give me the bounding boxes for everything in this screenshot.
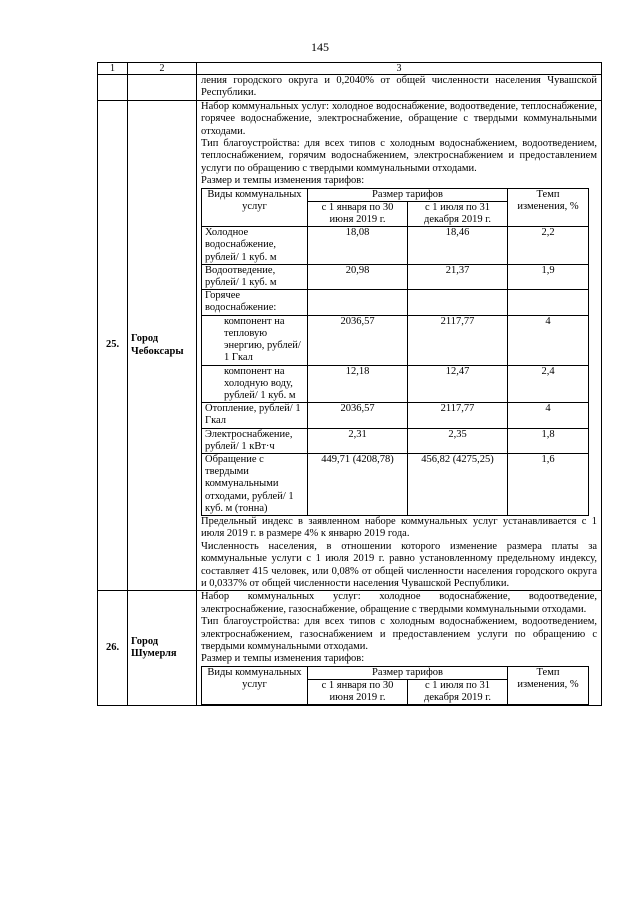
service-name: Электроснабжение, рублей/ 1 кВт·ч: [202, 428, 308, 453]
rate-value: 1,8: [508, 428, 589, 453]
table-row: [202, 227, 589, 265]
rate-column-header: Темп изменения, %: [508, 666, 589, 705]
tariff-value-period1: 12,18: [308, 365, 408, 403]
tariff-value-period2: 2117,77: [408, 403, 508, 428]
table-row: [202, 264, 589, 289]
tariff-heading: Размер и темпы изменения тарифов:: [201, 175, 365, 187]
rate-value: [508, 290, 589, 315]
rate-value: 2,2: [508, 227, 589, 265]
entry-number: 25.: [98, 100, 128, 591]
services-column-header: Виды коммунальных услуг: [202, 188, 308, 227]
service-name: Водоотведение, рублей/ 1 куб. м: [202, 264, 308, 289]
period2-header: с 1 июля по 31 декабря 2019 г.: [408, 680, 508, 705]
service-name: компонент на тепловую энергию, рублей/ 1 Гкал: [202, 315, 308, 365]
rate-value: 1,9: [508, 264, 589, 289]
tariff-value-period1: 449,71 (4208,78): [308, 453, 408, 515]
rate-value: 4: [508, 315, 589, 365]
tariff-size-header: Размер тарифов: [308, 666, 508, 679]
tariff-value-period2: 18,46: [408, 227, 508, 265]
table-row: [202, 315, 589, 365]
tariff-value-period2: 2,35: [408, 428, 508, 453]
tariff-document-table: [97, 62, 602, 706]
tariff-value-period1: 20,98: [308, 264, 408, 289]
table-row: [202, 290, 589, 315]
services-column-header: Виды коммунальных услуг: [202, 666, 308, 705]
entry-number: 26.: [98, 591, 128, 706]
rate-value: 1,6: [508, 453, 589, 515]
service-name: Горячее водоснабжение:: [202, 290, 308, 315]
population-text: Численность населения, в отношении которого изменение размера платы за коммунальные услуги с 1 июля 2019 г. равно установленному предельному индексу, составляет 415 человек, или 0,08% от общей численности населения городского округа и 0,0337% от общей численности населения Чувашской Республики.: [201, 540, 597, 589]
tariff-value-period1: 2,31: [308, 428, 408, 453]
tariff-value-period1: 18,08: [308, 227, 408, 265]
column-number-2: 2: [128, 63, 197, 75]
tariff-value-period2: 2117,77: [408, 315, 508, 365]
service-name: компонент на холодную воду, рублей/ 1 куб. м: [202, 365, 308, 403]
table-row: [202, 403, 589, 428]
column-number-row: [98, 63, 602, 75]
period2-header: с 1 июля по 31 декабря 2019 г.: [408, 201, 508, 226]
period1-header: с 1 января по 30 июня 2019 г.: [308, 680, 408, 705]
column-number-3: 3: [197, 63, 602, 75]
tariff-table: [201, 666, 589, 706]
service-name: Отопление, рублей/ 1 Гкал: [202, 403, 308, 428]
tariff-value-period1: 2036,57: [308, 315, 408, 365]
tariff-value-period2: 456,82 (4275,25): [408, 453, 508, 515]
tariff-value-period1: 2036,57: [308, 403, 408, 428]
tariff-size-header: Размер тарифов: [308, 188, 508, 201]
table-row: [202, 365, 589, 403]
entry-row-25: [98, 100, 602, 591]
page-number: 145: [311, 40, 329, 54]
improvement-type-text: Тип благоустройства: для всех типов с холодным водоснабжением, водоотведением, теплоснабжением, горячим водоснабжением, электроснабжением и предоставлением услуги по обращению с твердыми коммунальными отходами.: [201, 138, 597, 174]
continuation-text: ления городского округа и 0,2040% от общей численности населения Чувашской Республики.: [201, 75, 597, 99]
tariff-value-period2: [408, 290, 508, 315]
period1-header: с 1 января по 30 июня 2019 г.: [308, 201, 408, 226]
services-set-text: Набор коммунальных услуг: холодное водоснабжение, водоотведение, теплоснабжение, горячее водоснабжение, электроснабжение, обращение с твердыми коммунальными отходами.: [201, 100, 597, 137]
tariff-value-period1: [308, 290, 408, 315]
rate-value: 4: [508, 403, 589, 428]
tariff-heading: Размер и темпы изменения тарифов:: [201, 653, 365, 665]
entry-row-26: [98, 591, 602, 706]
tariff-value-period2: 21,37: [408, 264, 508, 289]
improvement-type-text: Тип благоустройства: для всех типов с холодным водоснабжением, водоотведением, электроснабжением, газоснабжением и предоставлением услуги по обращению с твердыми коммунальными отходами.: [201, 616, 597, 652]
rate-column-header: Темп изменения, %: [508, 188, 589, 227]
service-name: Обращение с твердыми коммунальными отходами, рублей/ 1 куб. м (тонна): [202, 453, 308, 515]
service-name: Холодное водоснабжение, рублей/ 1 куб. м: [202, 227, 308, 265]
column-number-1: 1: [98, 63, 128, 75]
tariff-value-period2: 12,47: [408, 365, 508, 403]
services-set-text: Набор коммунальных услуг: холодное водоснабжение, водоотведение, электроснабжение, газоснабжение, обращение с твердыми коммунальными отходами.: [201, 591, 597, 615]
city-name: Город Чебоксары: [128, 100, 197, 591]
continuation-row: [98, 75, 602, 101]
tariff-table: [201, 188, 589, 516]
city-name: Город Шумерля: [128, 591, 197, 706]
index-text: Предельный индекс в заявленном наборе коммунальных услуг устанавливается с 1 июля 2019 г. в размере 4% к январю 2019 года.: [201, 515, 597, 540]
table-row: [202, 428, 589, 453]
table-row: [202, 453, 589, 515]
rate-value: 2,4: [508, 365, 589, 403]
